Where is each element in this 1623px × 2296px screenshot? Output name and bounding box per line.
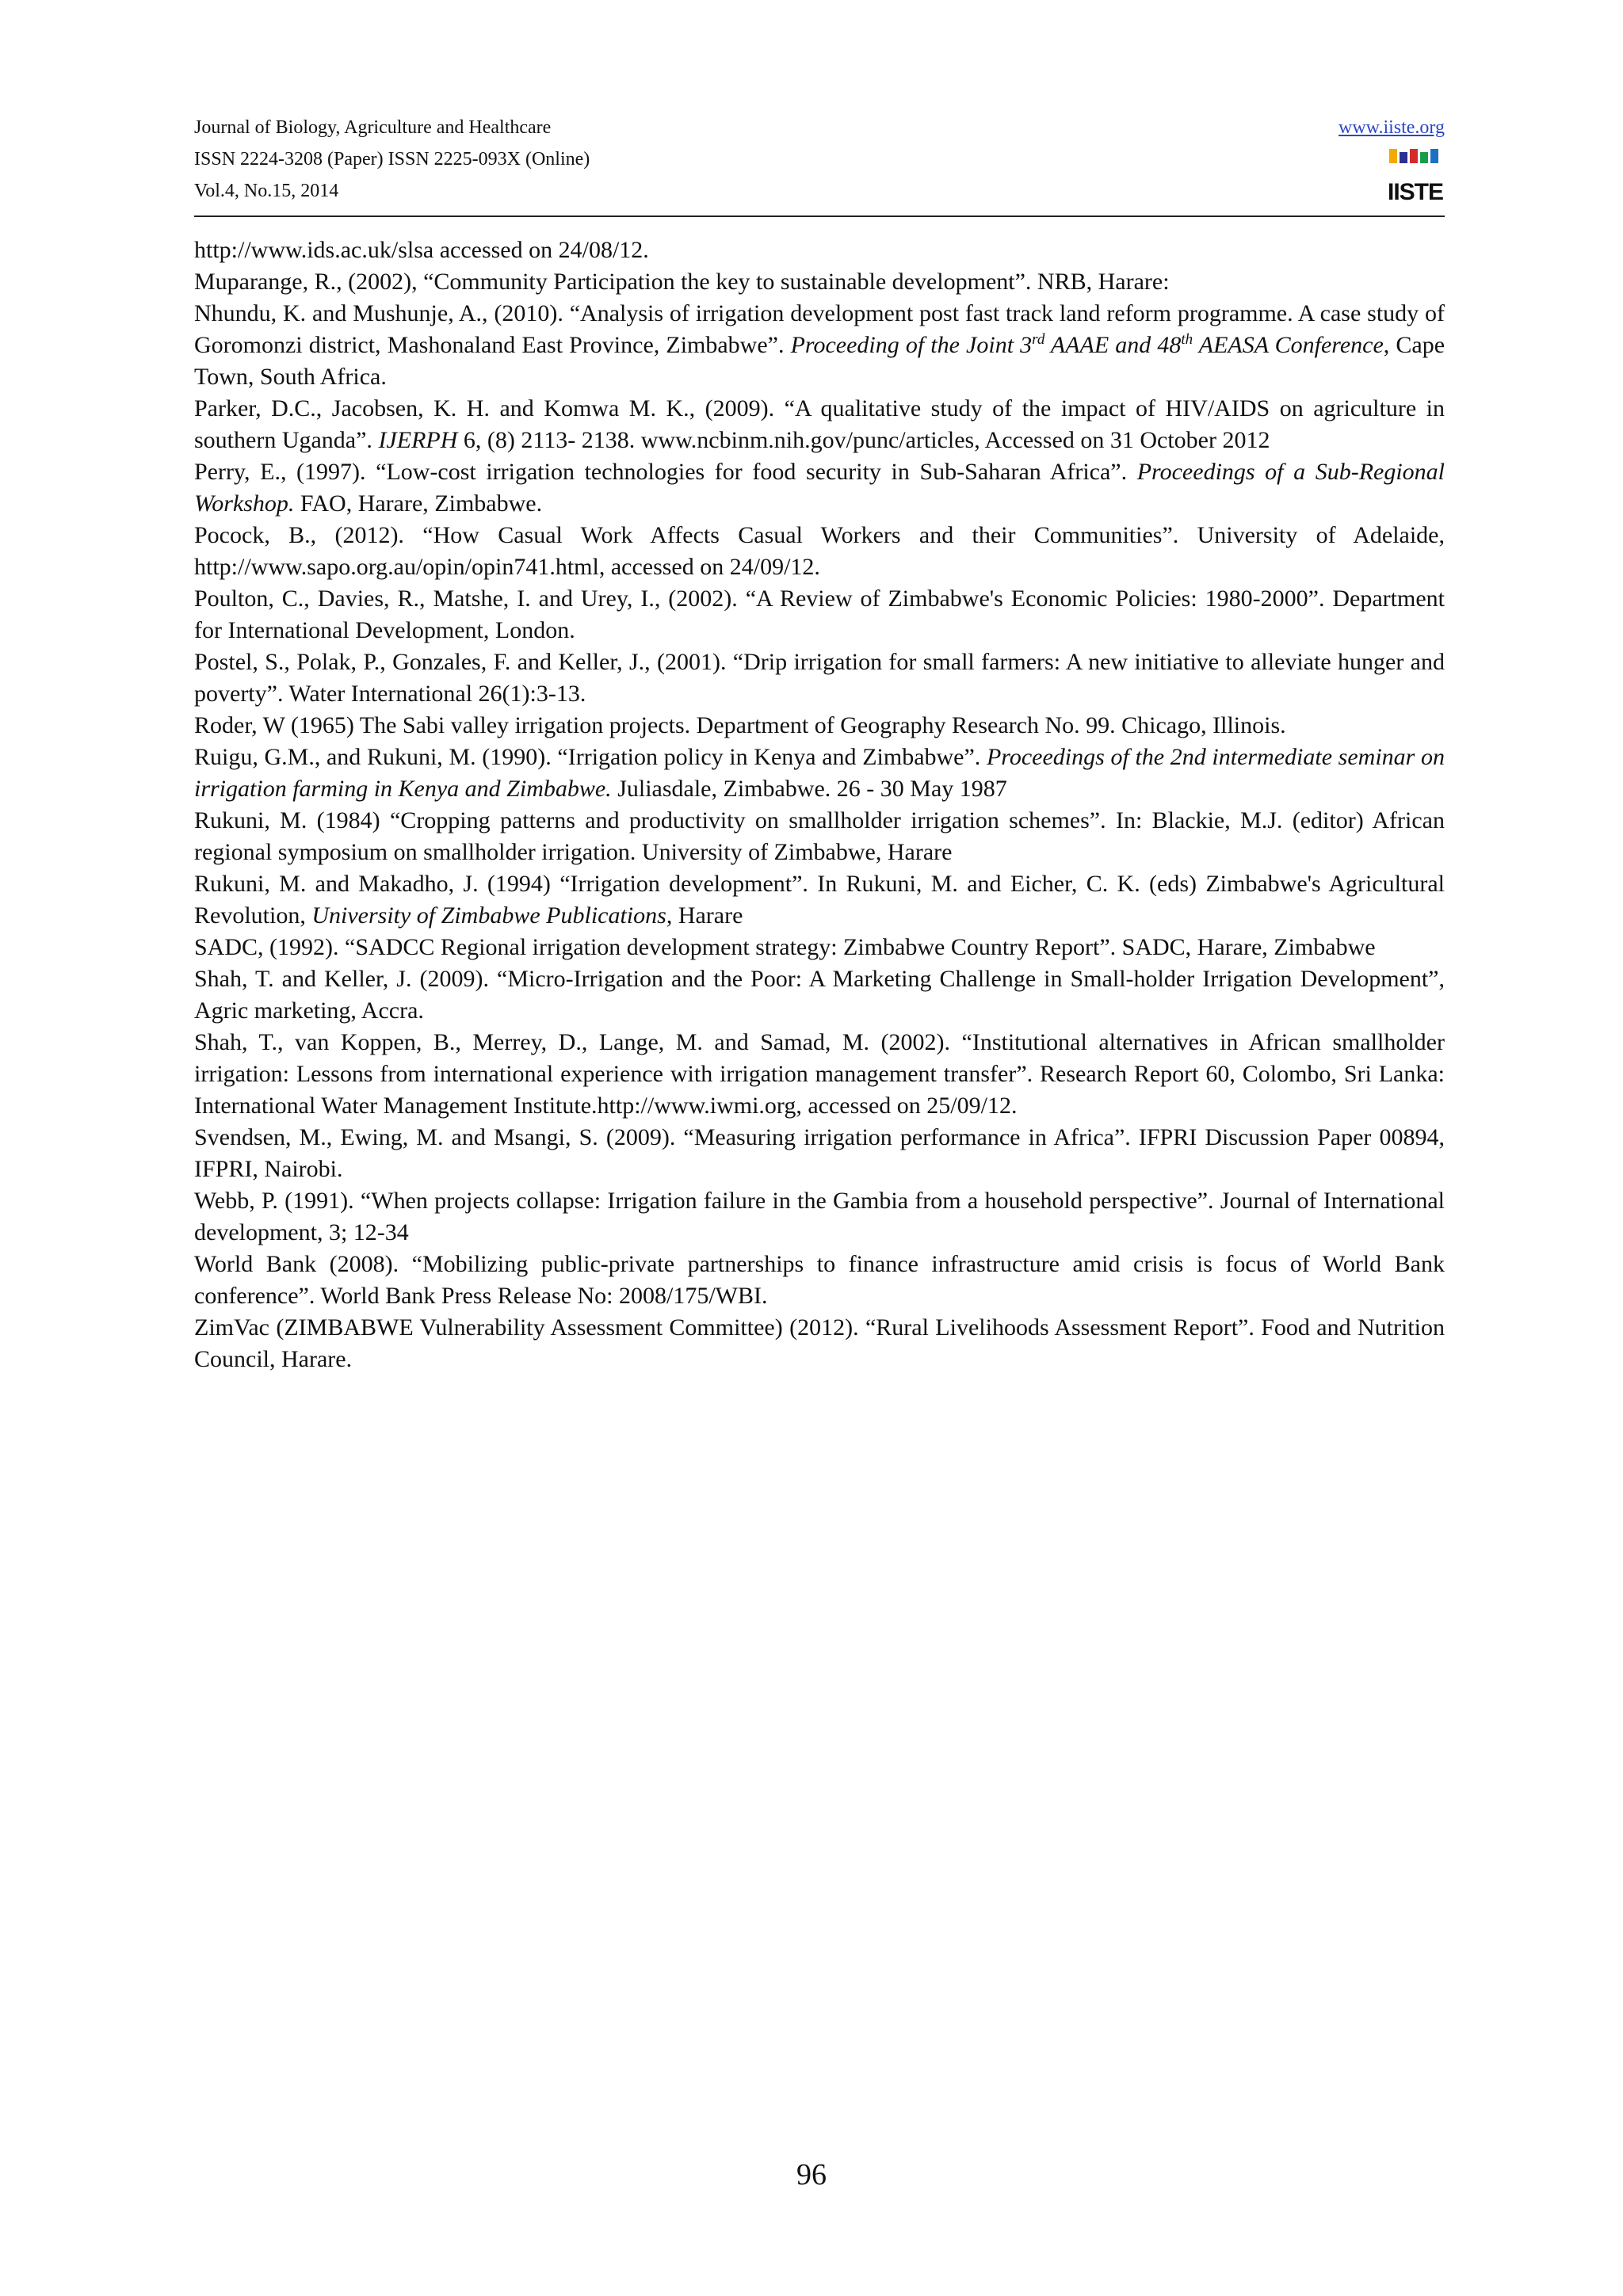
journal-website-link[interactable]: www.iiste.org — [1338, 117, 1445, 138]
reference-entry — [194, 1312, 1445, 1375]
reference-italic-text: AAAE and 48 — [1044, 332, 1182, 358]
reference-entry — [194, 393, 1445, 456]
reference-entry — [194, 963, 1445, 1027]
reference-entry — [194, 456, 1445, 520]
page-header — [194, 111, 1445, 217]
reference-text: Webb, P. (1991). “When projects collapse: Irrigation failure in the Gambia from a household perspective”. Journal of International development, 3; 12-34 — [194, 1188, 1445, 1245]
reference-entry — [194, 266, 1445, 298]
reference-text: Rukuni, M. (1984) “Cropping patterns and productivity on smallholder irrigation schemes”. In: Blackie, M.J. (editor) African regional symposium on smallholder irrigation. University of Zimbabwe, Harare — [194, 807, 1445, 865]
reference-text: Muparange, R., (2002), “Community Participation the key to sustainable development”. NRB, Harare: — [194, 269, 1170, 295]
logo-bar — [1420, 152, 1428, 163]
logo-bar — [1400, 152, 1407, 163]
reference-entry — [194, 1027, 1445, 1122]
reference-italic-text: th — [1181, 331, 1193, 348]
iiste-logo — [1388, 146, 1443, 206]
reference-entry — [194, 520, 1445, 583]
reference-entry — [194, 710, 1445, 742]
reference-entry — [194, 1122, 1445, 1185]
logo-bar — [1389, 149, 1397, 163]
reference-text: Nhundu, K. and Mushunje, A., (2010). “Analysis of irrigation development post fast track land reform programme. A case study of Goromonzi district, Mashonaland East Province, Zimbabwe”. — [194, 300, 1445, 358]
reference-italic-text: rd — [1032, 331, 1045, 348]
reference-text: Shah, T., van Koppen, B., Merrey, D., Lange, M. and Samad, M. (2002). “Institutional alternatives in African smallholder irrigation: Lessons from international experience with irrigation management transfer”. Research Report 60, Colombo, Sri Lanka: International Water Management Institute.http://www.iwmi.org, accessed on 25/09/12. — [194, 1029, 1445, 1119]
reference-text: Pocock, B., (2012). “How Casual Work Affects Casual Workers and their Communities”. University of Adelaide, http://www.sapo.org.au/opin/opin741.html, accessed on 24/09/12. — [194, 522, 1445, 580]
reference-italic-text: Proceedings of a Sub-Regional Workshop. — [194, 459, 1445, 517]
reference-italic-text: Proceeding of the Joint 3 — [790, 332, 1033, 358]
reference-italic-text: Proceedings of the 2nd intermediate seminar on irrigation farming in Kenya and Zimbabwe. — [194, 744, 1445, 802]
reference-entry — [194, 742, 1445, 805]
reference-text: Rukuni, M. and Makadho, J. (1994) “Irrigation development”. In Rukuni, M. and Eicher, C. K. (eds) Zimbabwe's Agricultural Revolution, — [194, 871, 1445, 929]
reference-text: World Bank (2008). “Mobilizing public-private partnerships to finance infrastructure amid crisis is focus of World Bank conference”. World Bank Press Release No: 2008/175/WBI. — [194, 1251, 1445, 1309]
issn-line: ISSN 2224-3208 (Paper) ISSN 2225-093X (Online) — [194, 149, 590, 170]
volume-line: Vol.4, No.15, 2014 — [194, 181, 339, 201]
reference-list — [194, 235, 1445, 1375]
reference-italic-text: University of Zimbabwe Publications — [311, 902, 666, 929]
reference-entry — [194, 1249, 1445, 1312]
logo-color-bars — [1389, 149, 1438, 163]
reference-italic-text: IJERPH — [378, 427, 458, 453]
reference-text: Shah, T. and Keller, J. (2009). “Micro-Irrigation and the Poor: A Marketing Challenge in Small-holder Irrigation Development”, Agric marketing, Accra. — [194, 966, 1445, 1024]
reference-entry — [194, 868, 1445, 932]
reference-entry — [194, 1185, 1445, 1249]
reference-entry — [194, 235, 1445, 266]
logo-bar — [1430, 149, 1438, 163]
reference-text: 6, (8) 2113- 2138. www.ncbinm.nih.gov/punc/articles, Accessed on 31 October 2012 — [457, 427, 1270, 453]
reference-italic-text: AEASA Conference — [1193, 332, 1384, 358]
page-number: 96 — [796, 2158, 827, 2191]
reference-text: Juliasdale, Zimbabwe. 26 - 30 May 1987 — [611, 776, 1007, 802]
journal-title: Journal of Biology, Agriculture and Healthcare — [194, 117, 552, 138]
reference-text: Parker, D.C., Jacobsen, K. H. and Komwa M. K., (2009). “A qualitative study of the impact of HIV/AIDS on agriculture in southern Uganda”. — [194, 395, 1445, 453]
reference-text: Ruigu, G.M., and Rukuni, M. (1990). “Irrigation policy in Kenya and Zimbabwe”. — [194, 744, 987, 770]
logo-bar — [1410, 149, 1418, 163]
reference-entry — [194, 805, 1445, 868]
reference-text: Perry, E., (1997). “Low-cost irrigation technologies for food security in Sub-Saharan Africa”. — [194, 459, 1137, 485]
reference-text: SADC, (1992). “SADCC Regional irrigation development strategy: Zimbabwe Country Report”. SADC, Harare, Zimbabwe — [194, 934, 1376, 960]
reference-entry — [194, 646, 1445, 710]
reference-text: Poulton, C., Davies, R., Matshe, I. and Urey, I., (2002). “A Review of Zimbabwe's Economic Policies: 1980-2000”. Department for International Development, London. — [194, 585, 1445, 643]
reference-text: FAO, Harare, Zimbabwe. — [294, 490, 543, 517]
reference-text: , Harare — [666, 902, 743, 929]
reference-text: Svendsen, M., Ewing, M. and Msangi, S. (2009). “Measuring irrigation performance in Africa”. IFPRI Discussion Paper 00894, IFPRI, Nairobi. — [194, 1124, 1445, 1182]
reference-text: Postel, S., Polak, P., Gonzales, F. and Keller, J., (2001). “Drip irrigation for small farmers: A new initiative to alleviate hunger and poverty”. Water International 26(1):3-13. — [194, 649, 1445, 707]
reference-entry — [194, 583, 1445, 646]
reference-text: Roder, W (1965) The Sabi valley irrigation projects. Department of Geography Research No. 99. Chicago, Illinois. — [194, 712, 1286, 738]
reference-text: , Cape Town, South Africa. — [194, 332, 1445, 390]
reference-text: ZimVac (ZIMBABWE Vulnerability Assessment Committee) (2012). “Rural Livelihoods Assessment Report”. Food and Nutrition Council, Harare. — [194, 1314, 1445, 1372]
reference-text: http://www.ids.ac.uk/slsa accessed on 24/08/12. — [194, 237, 649, 263]
logo-wordmark: IISTE — [1388, 179, 1443, 205]
reference-entry — [194, 932, 1445, 963]
reference-entry — [194, 298, 1445, 393]
